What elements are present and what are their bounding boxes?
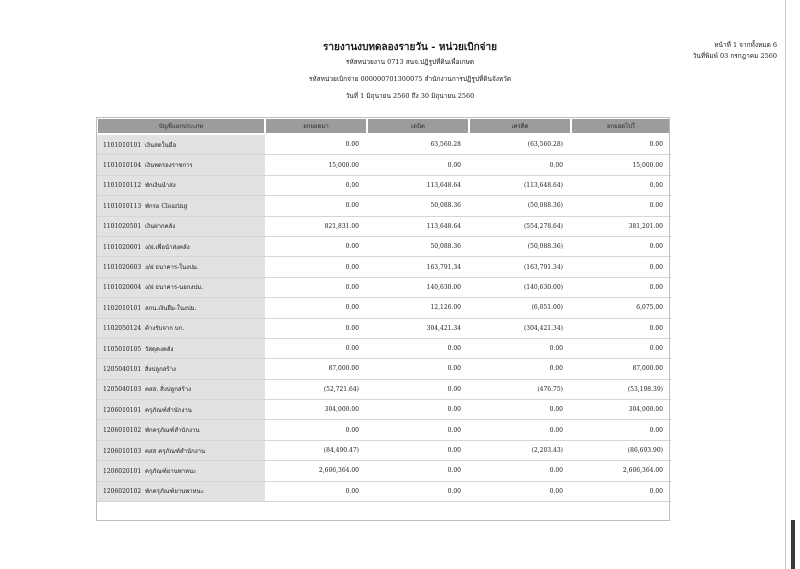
account-cell <box>97 155 265 175</box>
amount-credit: 0.00 <box>549 345 563 353</box>
amount-brought: 0.00 <box>345 181 359 189</box>
account-cell <box>97 277 265 297</box>
amount-debit: 304,421.34 <box>426 324 461 332</box>
agency-line: รหัสหน่วยงาน 0713 สนจ.ปฏิรูปที่ดินเพื่อเกษต <box>345 58 475 66</box>
amount-carried: 0.00 <box>649 181 663 189</box>
amount-credit: 0.00 <box>549 467 563 475</box>
account-code: 1101010112 <box>103 182 142 190</box>
account-cell <box>97 440 265 460</box>
table-row <box>97 379 671 399</box>
amount-carried: 0.00 <box>649 426 663 434</box>
table-row <box>97 318 671 338</box>
amount-debit: 113,648.64 <box>426 222 461 230</box>
amount-brought: 0.00 <box>345 304 359 312</box>
header-carried-forward: ยกยอดไปใ <box>571 118 671 134</box>
amount-credit: (163,791.34) <box>523 263 563 271</box>
amount-credit: 0.00 <box>549 426 563 434</box>
amount-carried: 0.00 <box>649 243 663 251</box>
amount-carried: 0.00 <box>649 283 663 291</box>
trial-balance-table <box>96 117 670 502</box>
amount-debit: 0.00 <box>447 406 461 414</box>
account-code: 1101020604 <box>103 284 142 292</box>
amount-debit: 0.00 <box>447 467 461 475</box>
account-code: 1101020603 <box>103 264 142 272</box>
amount-brought: 2,606,364.00 <box>318 467 359 475</box>
table-row <box>97 400 671 420</box>
amount-carried: 0.00 <box>649 202 663 210</box>
amount-brought: (52,721.64) <box>323 385 359 393</box>
account-code: 1101020601 <box>103 243 142 251</box>
amount-debit: 63,560.28 <box>430 141 461 149</box>
amount-brought: 87,000.00 <box>328 365 359 373</box>
table-row <box>97 481 671 501</box>
page-number: หน้าที่ 1 จากทั้งหมด 6 <box>714 41 777 49</box>
amount-credit: 0.00 <box>549 406 563 414</box>
amount-debit: 0.00 <box>447 385 461 393</box>
account-name: เงินทดรองราชการ <box>145 162 193 170</box>
account-cell <box>97 379 265 399</box>
account-cell <box>97 298 265 318</box>
account-code: 1206020102 <box>103 488 142 496</box>
amount-carried: 0.00 <box>649 487 663 495</box>
amount-carried: 0.00 <box>649 263 663 271</box>
account-code: 1205040101 <box>103 365 142 373</box>
account-name: พักครุภัณฑ์ยานพาหนะ <box>145 488 204 496</box>
account-name: ค้างรับจาก บก. <box>145 325 185 333</box>
account-name: เงินสดในมือ <box>145 141 177 149</box>
amount-debit: 163,791.34 <box>426 263 461 271</box>
amount-debit: 0.00 <box>447 345 461 353</box>
amount-credit: (2,203.43) <box>531 447 563 455</box>
account-code: 1101010113 <box>103 202 142 210</box>
account-name: ลกน.เงินยืม-ในงปม. <box>145 304 197 312</box>
account-name: คสส. สิ่งปลูกสร้าง <box>145 386 192 394</box>
account-cell <box>97 400 265 420</box>
account-cell <box>97 196 265 216</box>
amount-credit: (113,648.64) <box>523 181 563 189</box>
amount-credit: (476.75) <box>537 385 563 393</box>
page-info <box>685 40 777 62</box>
amount-debit: 113,648.64 <box>426 181 461 189</box>
account-cell <box>97 216 265 236</box>
table-row <box>97 134 671 155</box>
amount-carried: 0.00 <box>649 141 663 149</box>
account-cell <box>97 257 265 277</box>
table-row <box>97 216 671 236</box>
account-code: 1105010105 <box>103 345 142 353</box>
header-account: บัญชีแยกประเภท <box>97 118 265 134</box>
account-code: 1206010102 <box>103 427 142 435</box>
account-cell <box>97 338 265 358</box>
account-code: 1101010101 <box>103 141 142 149</box>
account-name: เงินฝากคลัง <box>145 223 176 231</box>
amount-carried: 87,000.00 <box>632 365 663 373</box>
amount-brought: 0.00 <box>345 243 359 251</box>
date-range: วันที่ 1 มิถุนายน 2560 ถึง 30 มิถุนายน 2560 <box>345 92 475 100</box>
amount-debit: 0.00 <box>447 447 461 455</box>
amount-brought: 0.00 <box>345 141 359 149</box>
table-row <box>97 277 671 297</box>
amount-brought: 15,000.00 <box>328 161 359 169</box>
account-name: ง/ฝ ธนาคาร-นอกงปม. <box>145 284 204 292</box>
amount-brought: 304,000.00 <box>324 406 359 414</box>
account-name: พักเงินนำส่ง <box>145 182 176 190</box>
amount-credit: (554,278.64) <box>523 222 563 230</box>
amount-brought: 0.00 <box>345 324 359 332</box>
account-code: 1102050124 <box>103 325 142 333</box>
amount-credit: (140,630.00) <box>523 283 563 291</box>
table-row <box>97 175 671 195</box>
account-cell <box>97 420 265 440</box>
amount-credit: (6,051.00) <box>531 304 563 312</box>
amount-debit: 0.00 <box>447 161 461 169</box>
amount-credit: (50,088.36) <box>527 202 563 210</box>
table-row <box>97 155 671 175</box>
amount-debit: 12,126.00 <box>430 304 461 312</box>
amount-carried: 15,000.00 <box>632 161 663 169</box>
amount-brought: 821,831.00 <box>324 222 359 230</box>
account-cell <box>97 134 265 155</box>
amount-carried: 6,075.00 <box>636 304 663 312</box>
account-code: 1102010101 <box>103 304 142 312</box>
amount-carried: 2,606,364.00 <box>622 467 663 475</box>
header-debit: เดบิต <box>367 118 469 134</box>
account-name: วัสดุคงคลัง <box>145 345 174 353</box>
amount-credit: 0.00 <box>549 487 563 495</box>
amount-credit: (50,088.36) <box>527 243 563 251</box>
account-name: ง/ฝ.เพื่อนำส่งคลัง <box>145 243 190 251</box>
amount-carried: 381,201.00 <box>628 222 663 230</box>
account-name: พักรอ Clearing <box>145 202 188 210</box>
report-title: รายงานงบทดลองรายวัน - หน่วยเบิกจ่าย <box>323 42 497 53</box>
table-row <box>97 359 671 379</box>
disbursing-unit-line: รหัสหน่วยเบิกจ่าย 000000701300075 สำนักงานการปฏิรูปที่ดินจังหวัด <box>308 75 512 83</box>
amount-carried: 304,000.00 <box>628 406 663 414</box>
account-code: 1206010103 <box>103 447 142 455</box>
account-name: คสส ครุภัณฑ์สำนักงาน <box>145 447 206 455</box>
amount-debit: 50,088.36 <box>430 202 461 210</box>
header-brought-forward: ยกยอดมา <box>265 118 367 134</box>
amount-brought: (84,490.47) <box>323 447 359 455</box>
account-cell <box>97 236 265 256</box>
account-code: 1101020501 <box>103 223 142 231</box>
account-name: สิ่งปลูกสร้าง <box>145 365 176 373</box>
account-cell <box>97 175 265 195</box>
account-cell <box>97 481 265 501</box>
account-code: 1101010104 <box>103 162 142 170</box>
amount-brought: 0.00 <box>345 487 359 495</box>
account-code: 1206010101 <box>103 406 142 414</box>
table-row <box>97 298 671 318</box>
amount-brought: 0.00 <box>345 202 359 210</box>
amount-debit: 0.00 <box>447 487 461 495</box>
amount-brought: 0.00 <box>345 345 359 353</box>
account-name: พักครุภัณฑ์สำนักงาน <box>145 427 200 435</box>
amount-credit: 0.00 <box>549 365 563 373</box>
table-row <box>97 420 671 440</box>
table-row <box>97 461 671 481</box>
amount-carried: (53,198.39) <box>627 385 663 393</box>
amount-debit: 50,088.36 <box>430 243 461 251</box>
account-code: 1205040103 <box>103 386 142 394</box>
table-row <box>97 236 671 256</box>
table-row <box>97 257 671 277</box>
account-code: 1206020101 <box>103 467 142 475</box>
page-edge <box>785 0 786 569</box>
amount-credit: (304,421.34) <box>523 324 563 332</box>
amount-carried: (86,693.90) <box>627 447 663 455</box>
amount-brought: 0.00 <box>345 263 359 271</box>
amount-credit: 0.00 <box>549 161 563 169</box>
amount-carried: 0.00 <box>649 324 663 332</box>
table-row <box>97 338 671 358</box>
account-name: ครุภัณฑ์สำนักงาน <box>145 406 192 414</box>
account-cell <box>97 359 265 379</box>
account-name: ง/ฝ ธนาคาร-ในงปม. <box>145 264 199 272</box>
amount-brought: 0.00 <box>345 283 359 291</box>
amount-brought: 0.00 <box>345 426 359 434</box>
amount-carried: 0.00 <box>649 345 663 353</box>
account-cell <box>97 461 265 481</box>
amount-debit: 0.00 <box>447 426 461 434</box>
account-cell <box>97 318 265 338</box>
table-row <box>97 196 671 216</box>
account-name: ครุภัณฑ์ยานพาหนะ <box>145 467 197 475</box>
amount-debit: 0.00 <box>447 365 461 373</box>
amount-credit: (63,560.28) <box>527 141 563 149</box>
header-credit: เครดิต <box>469 118 571 134</box>
table-row <box>97 440 671 460</box>
print-date: วันที่พิมพ์ 03 กรกฎาคม 2560 <box>692 52 777 60</box>
page-edge-shadow <box>791 520 795 569</box>
amount-debit: 140,630.00 <box>426 283 461 291</box>
